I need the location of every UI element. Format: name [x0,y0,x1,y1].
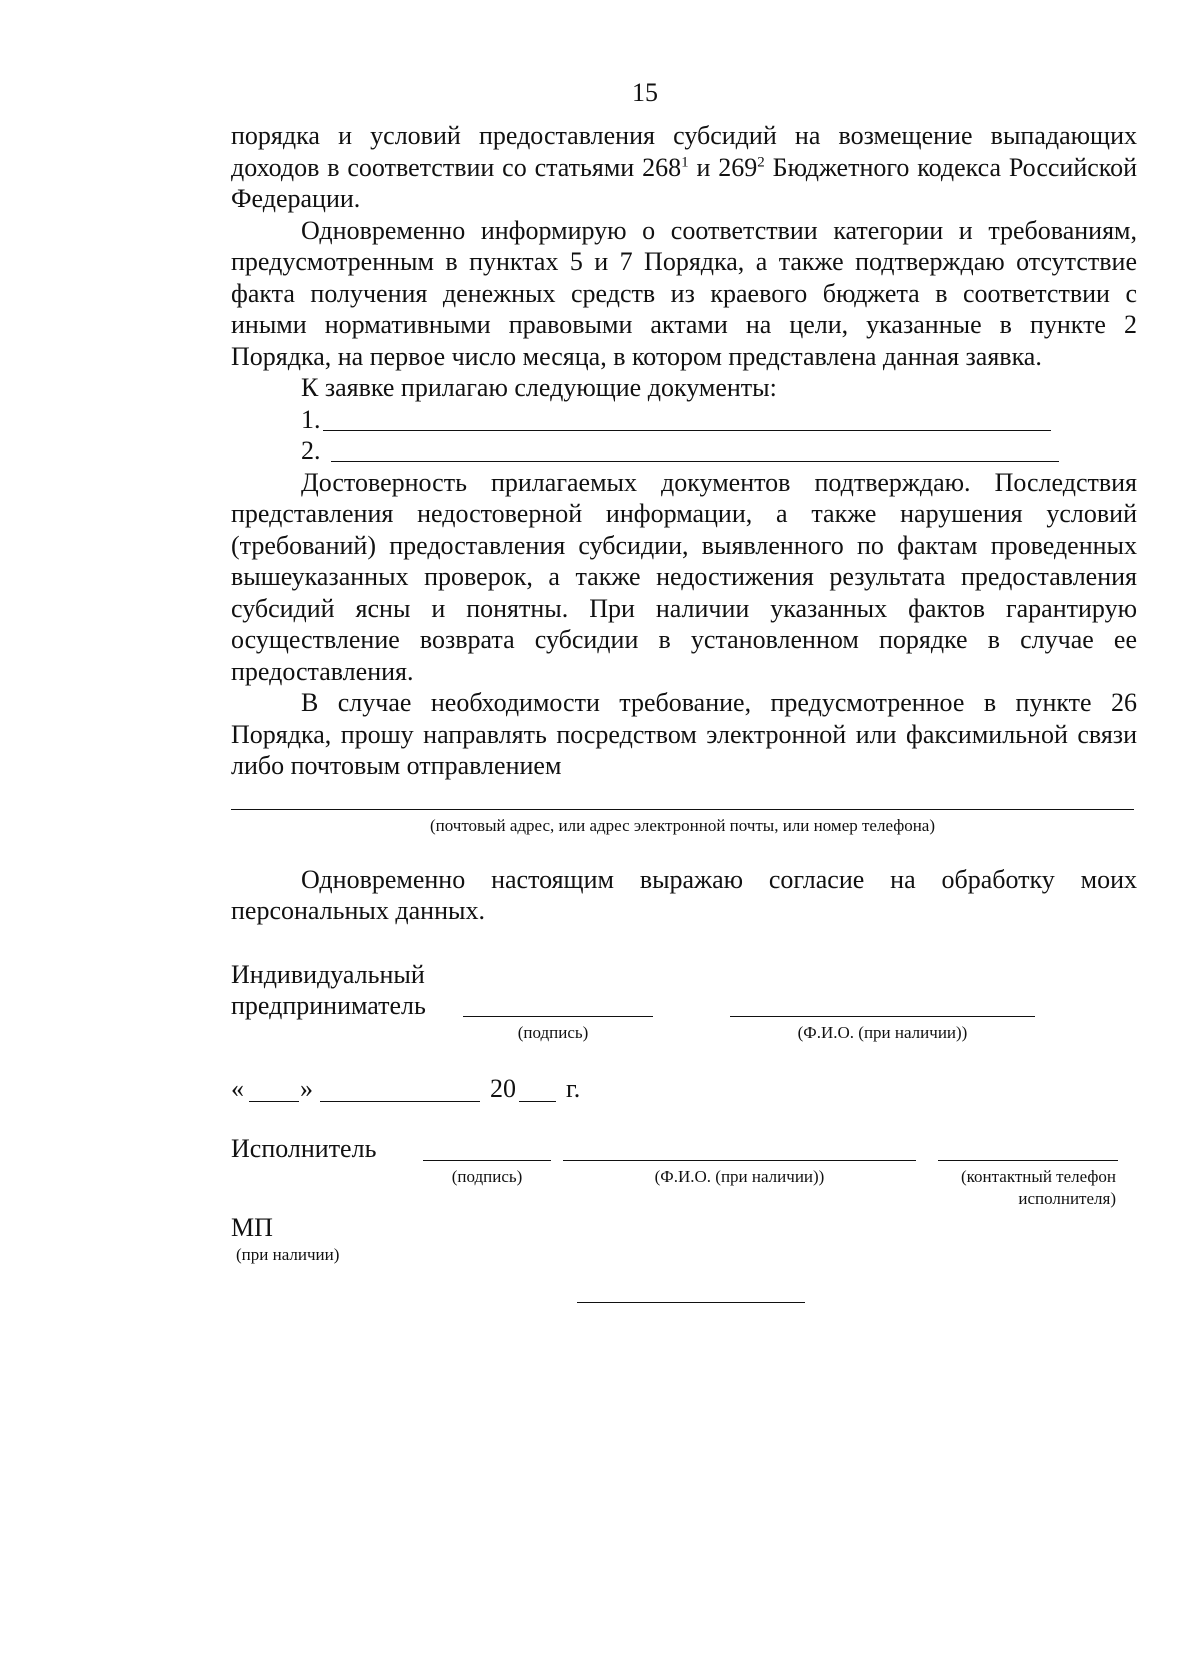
page-number: 15 [632,78,658,107]
executor-phone-caption-2: исполнителя) [1018,1189,1116,1208]
executor-phone-line [938,1160,1118,1161]
stamp-label: МП [231,1213,273,1242]
executor-signature-caption: (подпись) [451,1167,523,1186]
closing-separator-line [577,1302,805,1303]
p1-superscript-2: 2 [757,153,765,170]
p1-text-mid: и 269 [688,152,758,182]
paragraph-reliability: Достоверность прилагаемых документов подтверждаю. Последствия представления недостоверной информации, а также нарушения условий (требований) предоставления субсидии, выявленного по фактам проведенных вышеуказанных проверок, а также недостижения результата предоставления субсидий ясны и понятны. При наличии указанных фактов гарантирую осуществление возврата субсидии в установленном порядке в случае ее предоставления. [231,467,1137,686]
consent-paragraph: Одновременно настоящим выражаю согласие на обработку моих персональных данных. [231,865,1137,925]
executor-phone-caption-1: (контактный телефон [961,1167,1116,1186]
date-year-suffix: г. [566,1074,581,1103]
ip-signature-caption: (подпись) [517,1023,589,1042]
executor-fio-caption: (Ф.И.О. (при наличии)) [654,1167,825,1186]
date-quote-close: » [300,1074,313,1103]
ip-fio-line [730,1016,1035,1017]
attachment-item-1 [231,404,1137,436]
ip-fio-caption: (Ф.И.О. (при наличии)) [797,1023,968,1042]
date-month-line [320,1101,480,1102]
date-year-line [519,1101,556,1102]
executor-fio-line [563,1160,916,1161]
stamp-caption: (при наличии) [236,1245,340,1264]
ip-label-line-2: предприниматель [231,991,426,1020]
attachment-item-1-line [323,430,1051,431]
ip-label-line-1: Индивидуальный [231,960,425,989]
document-body [231,120,1137,782]
attachment-item-2 [231,435,1137,467]
p1-text-post: Бюджетного кодекса Российской Федерации. [231,152,1137,213]
date-year-prefix: 20 [490,1074,516,1103]
executor-label: Исполнитель [231,1134,377,1163]
address-caption: (почтовый адрес, или адрес электронной почты, или номер телефона) [429,816,936,835]
paragraph-inform: Одновременно информирую о соответствии категории и требованиям, предусмотренным в пунктах 5 и 7 Порядка, а также подтверждаю отсутствие факта получения денежных средств из краевого бюджета в соответствии с иными нормативными правовыми актами на цели, указанные в пункте 2 Порядка, на первое число месяца, в котором представлена данная заявка. [231,215,1137,371]
ip-signature-line [463,1016,653,1017]
attachment-item-2-number: 2. [301,436,321,465]
attachment-item-1-number: 1. [301,404,321,434]
p1-text-pre: порядка и условий предоставления субсидий на возмещение выпадающих доходов в соответствии со статьями 268 [231,121,1137,182]
address-line [231,809,1134,810]
paragraph-notification: В случае необходимости требование, предусмотренное в пункте 26 Порядка, прошу направлять посредством электронной или факсимильной связи либо почтовым отправлением [231,688,1137,780]
date-quote-open: « [231,1074,244,1103]
paragraph-budget-code [231,120,1137,215]
attachment-item-2-line [331,461,1059,462]
executor-signature-line [423,1160,551,1161]
date-day-line [249,1101,299,1102]
p1-superscript-1: 1 [681,153,689,170]
paragraph-attachments: К заявке прилагаю следующие документы: [301,373,777,402]
